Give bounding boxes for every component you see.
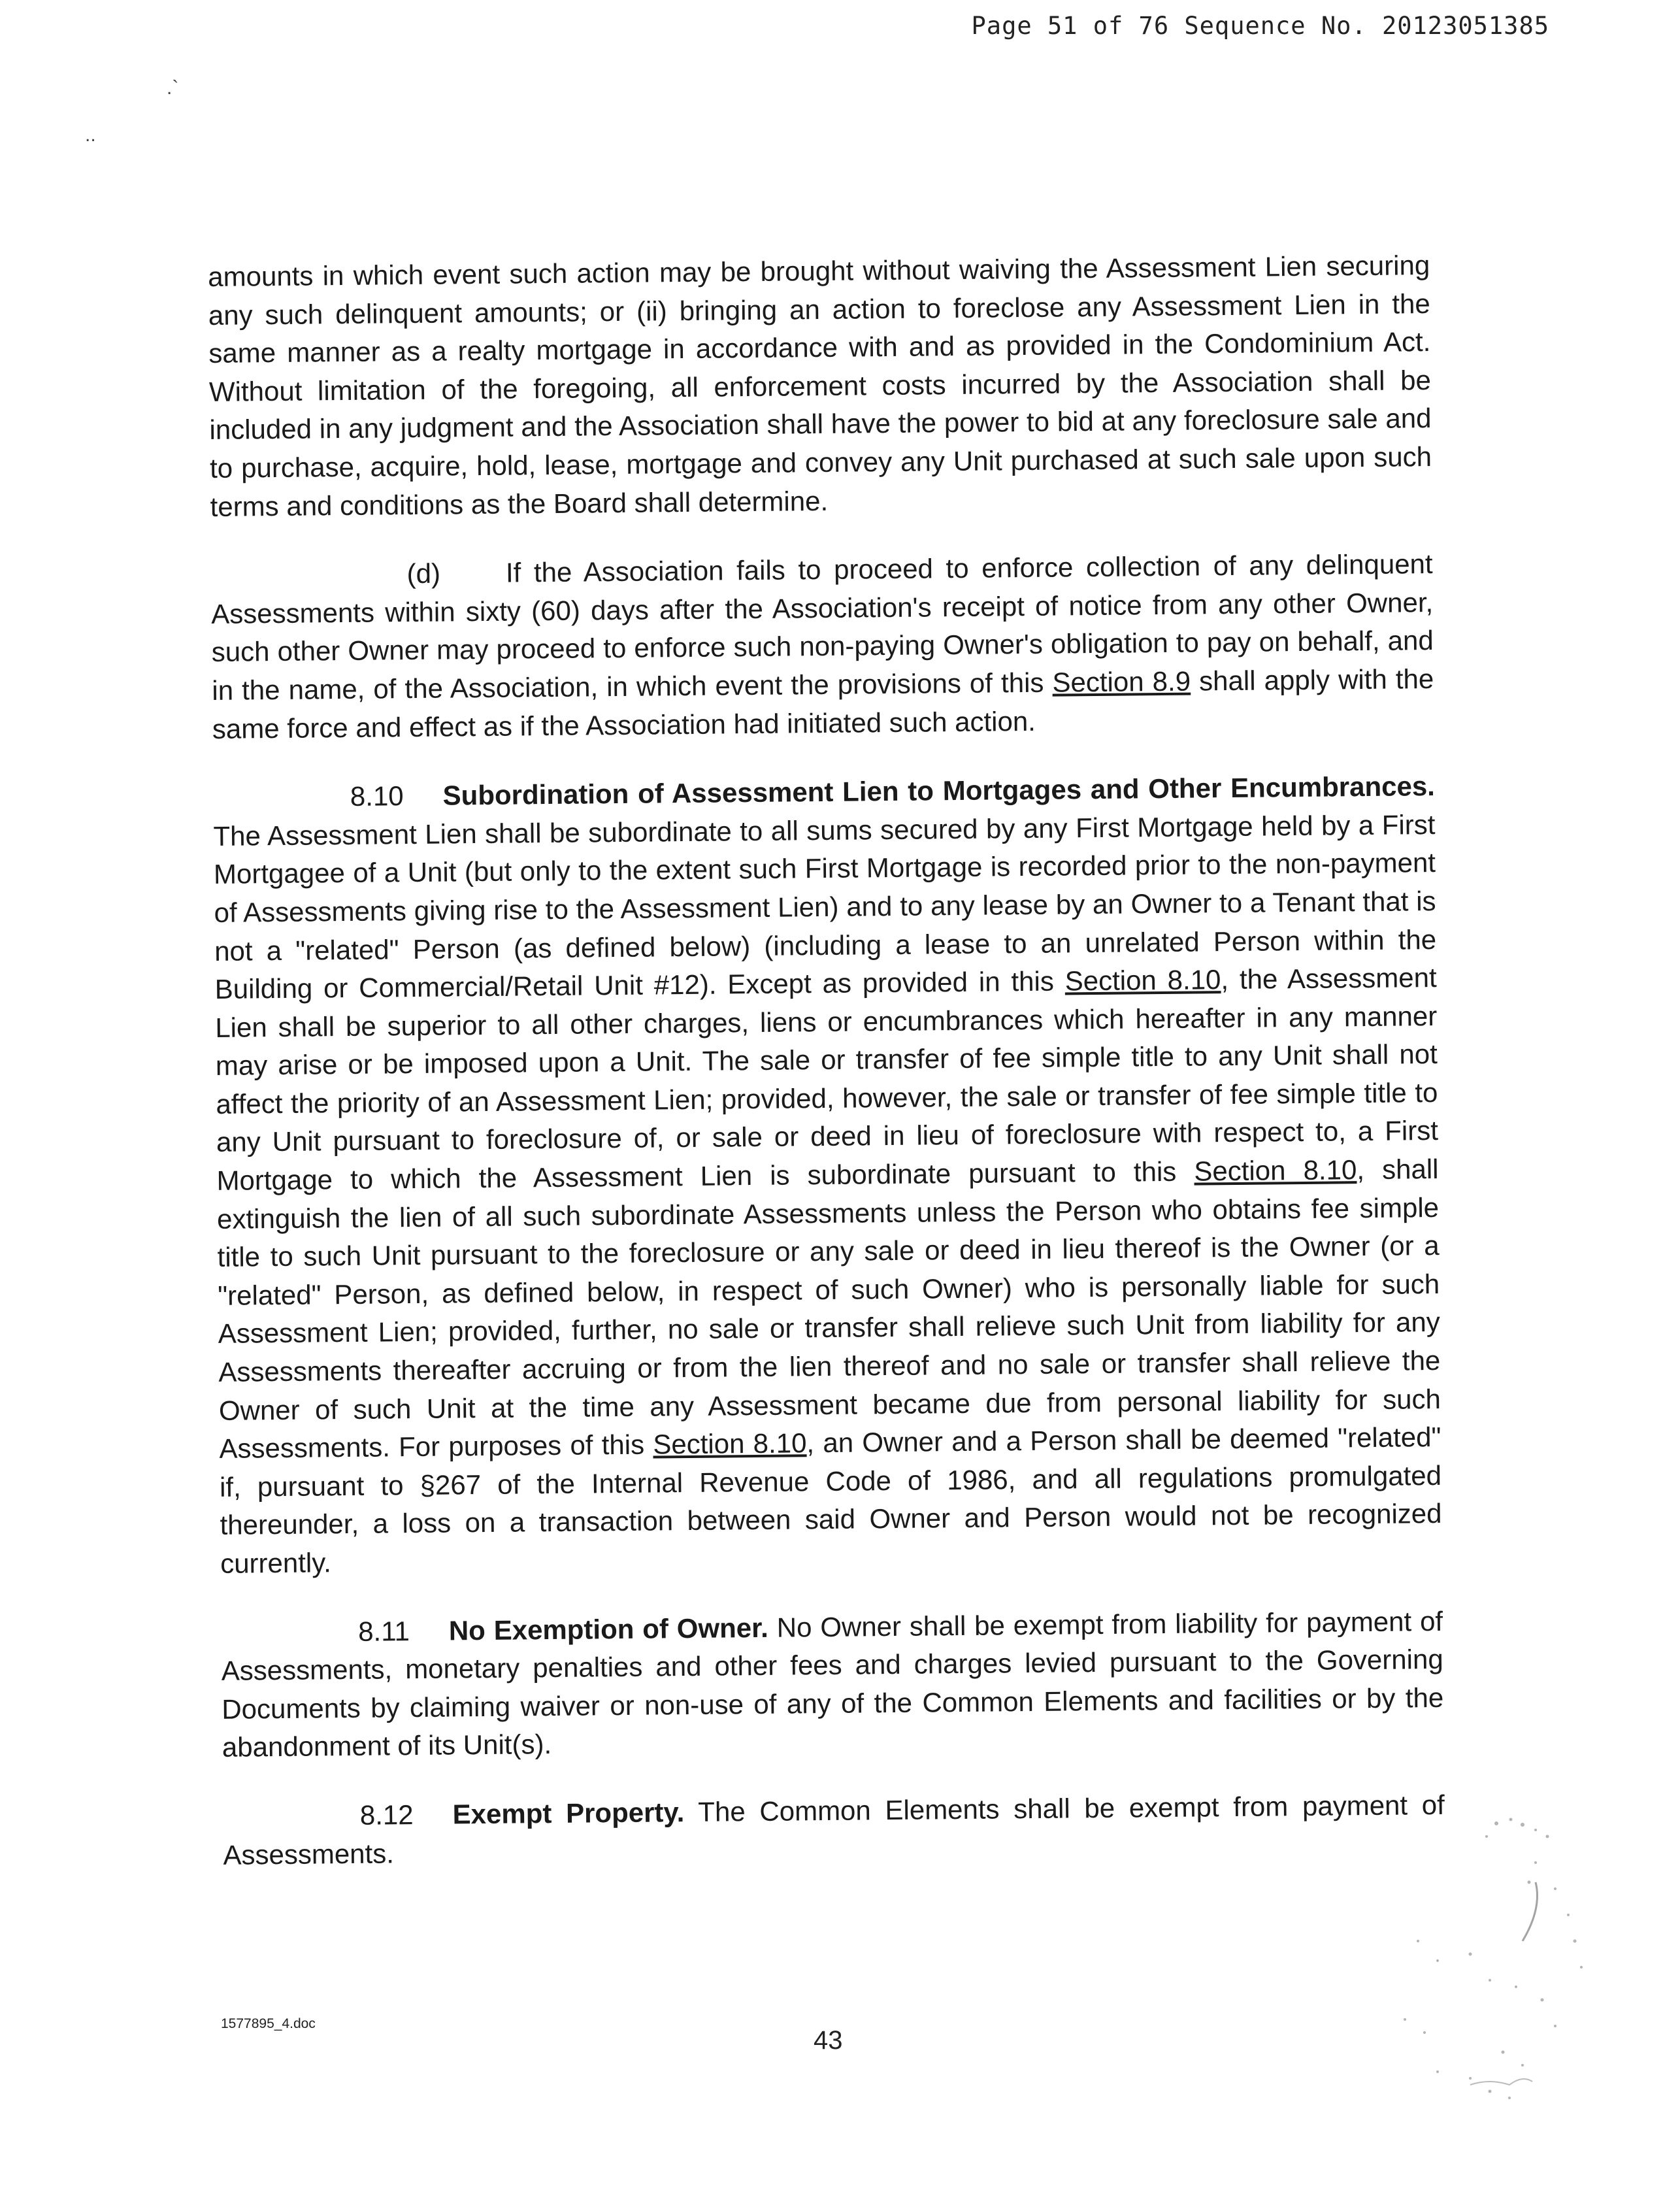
document-body — [208, 246, 1445, 1905]
paragraph-text: No Owner shall be exempt from liability for payment of Assessments, monetary penalties and other fees and charges levied pursuant to the Governing Documents by claiming waiver or non-use of any of the Common Elements and facilities or by the abandonment of its Unit(s). — [221, 1605, 1444, 1763]
faint-seal-impression-icon — [1340, 1791, 1627, 2117]
paragraph-text: , shall extinguish the lien of all such subordinate Assessments unless the Person who obtains fee simple title to such Unit pursuant to the foreclosure or any sale or deed in lieu thereof is the Owner (or a "related" Person, as defined below, in respect of such Owner) who is personally liable for such Assessment Lien; provided, further, no sale or transfer shall relieve such Unit from liability for any Assessments thereafter accruing or from the lien thereof and no sale or transfer shall relieve the Owner of such Unit at the time any Assessment became due from personal liability for such Assessments. For purposes of this — [216, 1154, 1441, 1465]
scan-speck: .` — [167, 77, 179, 99]
document-file-id: 1577895_4.doc — [221, 2016, 316, 2031]
subsection-label: (d) — [406, 557, 441, 590]
section-reference: Section 8.10 — [1194, 1154, 1357, 1187]
section-heading: No Exemption of Owner. — [448, 1612, 769, 1646]
paragraph-text: If the Association fails to proceed to enforce collection of any delinquent Assessments within sixty (60) days after the Association's receipt of notice from any other Owner, such other Owner may proceed to enforce such non-paying Owner's obligation to pay on behalf, and in the name, of the Association, in which event the provisions of this — [210, 548, 1434, 706]
section-heading: Exempt Property. — [452, 1797, 685, 1830]
section-number: 8.11 — [357, 1615, 410, 1647]
section-reference: Section 8.10 — [1064, 964, 1221, 997]
page-sequence-stamp: Page 51 of 76 Sequence No. 20123051385 — [971, 12, 1549, 40]
paragraph-text: shall apply with the same force and effect as if the Association had initiated such action. — [212, 663, 1434, 744]
paragraph-text: , an Owner and a Person shall be deemed "related" if, pursuant to §267 of the Internal Revenue Code of 1986, and all regulations promulgated thereunder, a loss on a transaction between said Owner and Person would not be recognized currently. — [219, 1421, 1442, 1579]
paragraph-text: The Assessment Lien shall be subordinate to all sums secured by any First Mortgage held by a First Mortgagee of a Unit (but only to the extent such First Mortgage is recorded prior to the non-payment of Assessments giving rise to the Assessment Lien) and to any lease by an Owner to a Tenant that is not a "related" Person (as defined below) (including a lease to an unrelated Person within the Building or Commercial/Retail Unit #12). Except as provided in this — [213, 808, 1437, 1005]
section-heading: Subordination of Assessment Lien to Mortgages and Other Encumbrances. — [442, 771, 1436, 811]
section-8-10 — [213, 767, 1443, 1583]
paragraph-continuation: amounts in which event such action may be brought without waiving the Assessment Lien securing any such delinquent amounts; or (ii) bringing an action to foreclose any Assessment Lien in the same manner as a realty mortgage in accordance with and as provided in the Condominium Act. Without limitation of the foregoing, all enforcement costs incurred by the Association shall be included in any judgment and the Association shall have the power to bid at any foreclosure sale and to purchase, acquire, hold, lease, mortgage and convey any Unit purchased at such sale upon such terms and conditions as the Board shall determine. — [208, 250, 1432, 522]
paragraph-subsection-d — [210, 545, 1434, 748]
section-reference: Section 8.9 — [1052, 665, 1191, 698]
section-number: 8.12 — [359, 1799, 414, 1831]
page-number: 43 — [814, 2026, 843, 2055]
section-reference: Section 8.10 — [653, 1427, 807, 1460]
section-8-12 — [223, 1786, 1445, 1874]
paragraph-text: The Common Elements shall be exempt from payment of Assessments. — [223, 1789, 1445, 1870]
section-number: 8.10 — [350, 780, 404, 812]
scan-speck: .. — [85, 124, 96, 146]
paragraph-text: , the Assessment Lien shall be superior to all other charges, liens or encumbrances which hereafter in any manner may arise or be imposed upon a Unit. The sale or transfer of fee simple title to any Unit shall not affect the priority of an Assessment Lien; provided, however, the sale or transfer of fee simple title to any Unit pursuant to foreclosure of, or sale or deed in lieu of foreclosure with respect to, a First Mortgage to which the Assessment Lien is subordinate pursuant to this — [215, 962, 1439, 1196]
section-8-11 — [221, 1602, 1444, 1767]
